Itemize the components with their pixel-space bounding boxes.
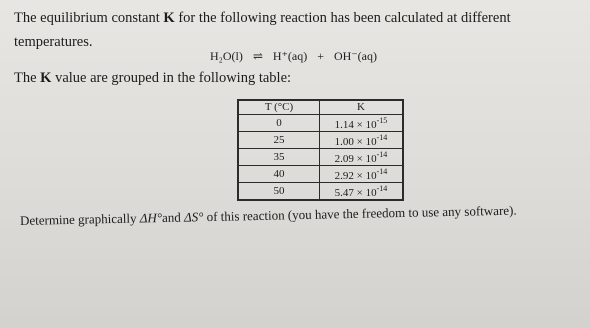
- table-row: [238, 115, 403, 132]
- k-cell: [320, 166, 404, 183]
- temperature-header: T (°C): [238, 100, 320, 115]
- k-exponent: -14: [376, 167, 388, 176]
- k-exponent: -14: [376, 150, 388, 159]
- table-row: [238, 132, 403, 149]
- temperature-cell: 0: [238, 115, 320, 132]
- intro-text-line-1: [14, 10, 511, 27]
- k-mantissa: 1.14 × 10: [334, 119, 377, 131]
- question-part: and: [161, 209, 185, 226]
- entropy-symbol: ΔS°: [183, 209, 204, 225]
- k-mantissa: 2.92 × 10: [334, 170, 377, 182]
- k-mantissa: 5.47 × 10: [334, 187, 377, 199]
- temperature-cell: 35: [238, 149, 320, 166]
- equilibrium-data-table: [237, 99, 404, 201]
- temperature-cell: 40: [238, 166, 320, 183]
- plus-sign: +: [317, 49, 325, 63]
- intro-text-part: The: [14, 70, 41, 86]
- equilibrium-arrow-icon: ⇌: [252, 49, 263, 63]
- k-cell: [320, 115, 404, 132]
- k-mantissa: 2.09 × 10: [334, 153, 377, 165]
- product-hydroxide-ion: OH⁻(aq): [334, 49, 377, 63]
- k-symbol: K: [163, 10, 175, 26]
- intro-text-part: value are grouped in the following table:: [51, 70, 292, 86]
- table-row: [238, 149, 403, 166]
- k-cell: [320, 149, 404, 166]
- product-hydrogen-ion: H⁺(aq): [272, 49, 308, 63]
- temperature-cell: 25: [238, 132, 320, 149]
- k-mantissa: 1.00 × 10: [334, 136, 377, 148]
- k-cell: [320, 183, 404, 201]
- question-part: Determine graphically: [19, 210, 140, 228]
- table-header-row: [238, 100, 403, 115]
- k-symbol: K: [40, 70, 52, 86]
- k-exponent: -14: [376, 133, 388, 142]
- temperature-cell: 50: [238, 183, 320, 201]
- k-exponent: -14: [376, 184, 388, 193]
- table-row: [238, 183, 403, 201]
- enthalpy-symbol: ΔH°: [139, 210, 163, 226]
- k-cell: [320, 132, 404, 149]
- reactant: H₂O(l): [210, 49, 243, 63]
- intro-text-line-2: temperatures.: [14, 34, 93, 50]
- question-text: [20, 203, 517, 229]
- table-row: [238, 166, 403, 183]
- intro-text-part: for the following reaction has been calculated at different: [174, 10, 511, 26]
- intro-text-line-3: [14, 70, 291, 87]
- reaction-equation: [210, 49, 377, 64]
- k-header: K: [320, 100, 404, 115]
- question-part: of this reaction (you have the freedom to use any software).: [203, 202, 517, 225]
- intro-text-part: The equilibrium constant: [14, 10, 164, 26]
- k-exponent: -15: [376, 116, 388, 125]
